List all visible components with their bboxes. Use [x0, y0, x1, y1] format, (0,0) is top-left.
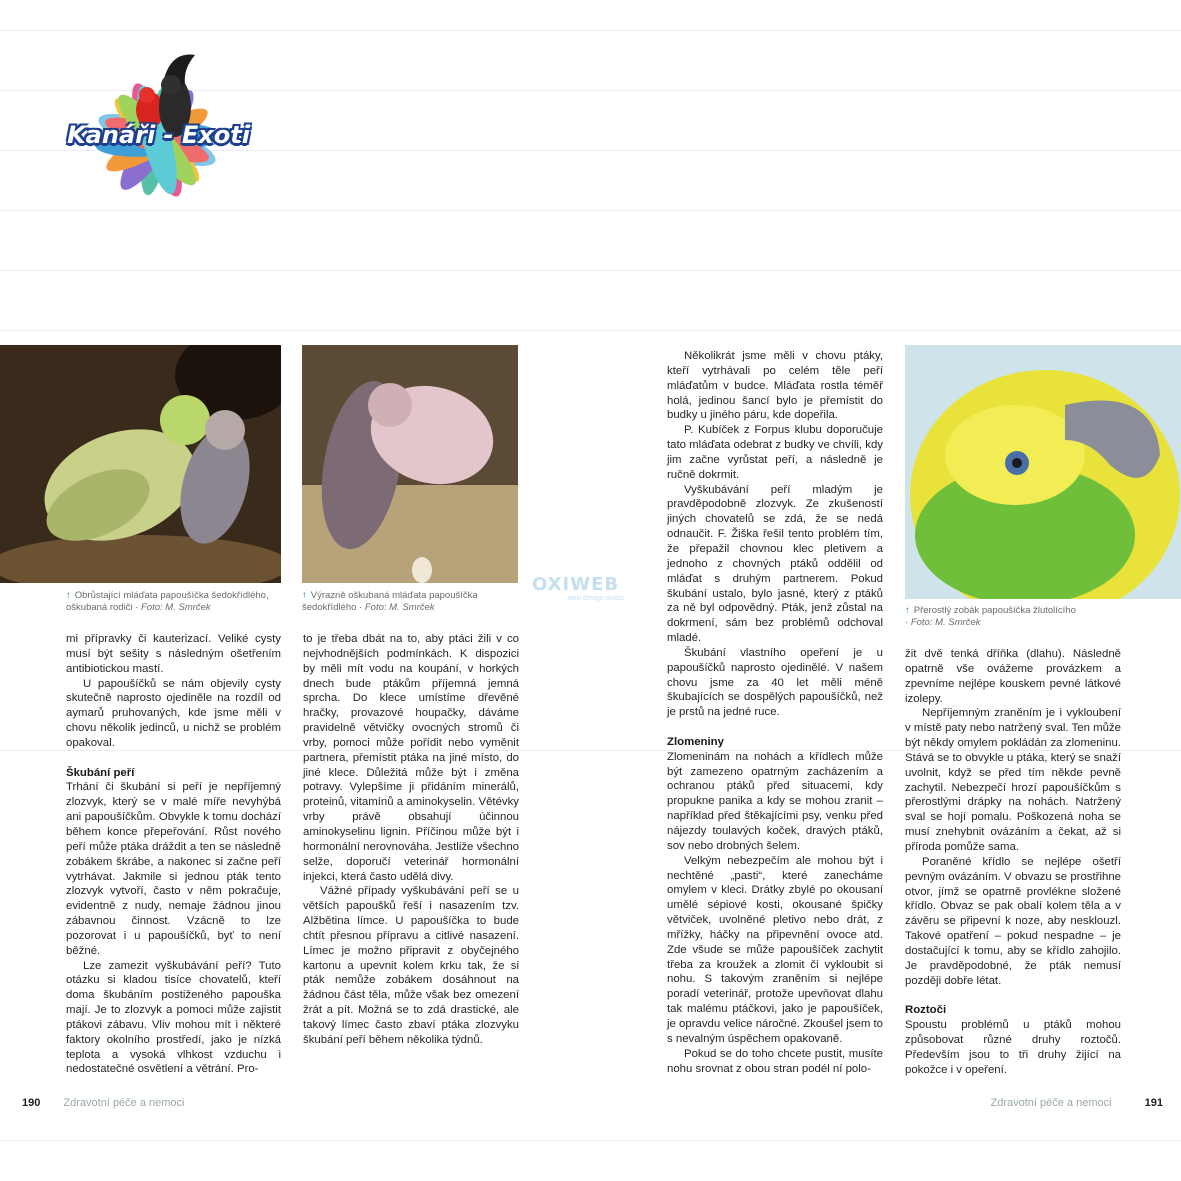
footer-right	[991, 1097, 1164, 1109]
paragraph: Škubání vlastního opeření je u papoušíčků naprosto ojedinělé. V našem chovu jsme za 40 let měli méně škubajících se dospělých papoušíčků, než je prstů na jedné ruce.	[667, 646, 883, 719]
photo-caption-2: ↑ Výrazně oškubaná mláďata papoušíčka šedokřídlého · Foto: M. Smrček	[302, 590, 478, 613]
page-rule	[0, 1140, 1181, 1141]
section-name: Zdravotní péče a nemoci	[63, 1097, 185, 1109]
text-column-4	[905, 647, 1121, 1077]
text-column-2	[303, 632, 519, 1048]
section-name: Zdravotní péče a nemoci	[990, 1097, 1112, 1109]
section-heading: Zlomeniny	[667, 735, 724, 748]
page-number: 190	[22, 1097, 41, 1109]
bird-photo-icon	[905, 345, 1181, 599]
section-heading: Škubání peří	[66, 766, 135, 779]
paragraph: P. Kubíček z Forpus klubu doporučuje tato mláďata odebrat z budky ve chvíli, kdy jim začne vyrůstat peří, a následně je ručně dokrmit.	[667, 424, 883, 481]
paragraph: Trhání či škubání si peří je nepříjemný zlozvyk, který se v malé míře nevyhýbá ani papoušíčkům. Obvykle k tomu dochází během konce přepeřování. Růst nového peří může ptáka dráždit a ten se následně zobákem škrábe, a nakonec si začne peří vytrhávat. Jakmile si jednou pták tento zlozvyk vytvoří, často v něm pokračuje, evidentně z nudy, nemaje žádnou jinou zábavnou činnost. Vzácně to lze pozorovat i u papoušíčků, byť to není běžné.	[66, 781, 281, 957]
section-heading: Roztoči	[905, 1004, 947, 1017]
paragraph: Poraněné křídlo se nejlépe ošetří pevným ovázáním. V obvazu se prostřihne otvor, jímž se opatrně provlékne složené křídlo. Obvaz se pak obalí kolem těla a v závěru se připevní k noze, aby nesklouzl. Takové opatření – pokud nespadne – je dostačující k tomu, aby se křídlo zahojilo. Je pravděpodobné, že pták nemusí později dobře létat.	[905, 855, 1121, 987]
paragraph: žit dvě tenká dříňka (dlahu). Následně opatrně vše ovážeme provázkem a zpevníme nejlépe kouskem pevné látkové izolepy.	[905, 648, 1121, 705]
paragraph: Vyškubávání peří mladým je pravděpodobně zlozvyk. Ze zkušeností jiných chovatelů se zdá, že se nedá odnaučit. F. Žiška řešil tento problém tím, že přepažil chovnou klec pletivem a jednoho z chovných ptáků oddělil od mláďat s druhým partnerem. Pokud škubání ustalo, bylo jasné, který z ptáků za ně byl odpovědný. Pták, jenž zůstal na dokrmení, sám bez problémů odchoval mladé.	[667, 483, 883, 645]
logo-title: Kanáři - Exoti	[67, 121, 250, 149]
paragraph: Několikrát jsme měli v chovu ptáky, kteří vytrhávali po celém těle peří mláďatům v budce. Mláďata rostla téměř holá, jedinou šancí bylo je přemístit do budky u jiného páru, kde dopeřila.	[667, 350, 883, 422]
bird-photo-icon	[0, 345, 281, 583]
paragraph: U papoušíčků se nám objevily cysty skutečně naprosto ojediněle na rozdíl od aymarů pruhovaných, kde jsme měli v chovu několik jedinců, u nichž se problém opakoval.	[66, 677, 281, 749]
page-rule	[0, 330, 1181, 331]
kanari-exoti-logo	[55, 45, 260, 230]
bird-photo-icon	[302, 345, 518, 583]
photo-fledglings-1	[0, 345, 281, 583]
page-rule	[0, 270, 1181, 271]
paragraph: Nepříjemným zraněním je i vykloubení v místě paty nebo natržený sval. Ten může být někdy omylem pokládán za zlomeninu. Stává se to obvykle u ptáka, který se snaží uvolnit, když se před tím někde pevně zachytil. Nebezpečí hrozí papoušíčkům s přerostlými drápky na nohách. Natržený sval se hojí pomalu. Poškozená noha se musí znehybnit ovázáním a čekat, až si příroda pomůže sama.	[905, 707, 1121, 853]
paragraph: mi přípravky či kauterizací. Veliké cysty musí být sešity s následným ošetřením antibiotickou mastí.	[66, 633, 281, 675]
paragraph: Lze zamezit vyškubávání peří? Tuto otázku si kladou tisíce chovatelů, kteří doma škubáním postiženého papouška mají. Je to zlozvyk a pomoci může zajistit ptákovi zábavu. Vliv mohou mít i některé faktory okolního prostředí, jako je nízká teplota a vysoká vlhkost vzduchu i nedostatečné osvětlení a větrání. Pro-	[66, 959, 281, 1076]
caption-arrow-icon: ↑	[905, 605, 910, 616]
photo-caption-3: ↑ Přerostlý zobák papoušíčka žlutolícího · Foto: M. Smrček	[905, 605, 1076, 628]
caption-arrow-icon: ↑	[302, 590, 307, 601]
oxiweb-watermark	[532, 574, 652, 608]
watermark-tagline: web design studio	[568, 595, 625, 602]
paragraph: Velkým nebezpečím ale mohou být i nechtěné „pasti“, které zanecháme omylem v kleci. Drátky zbylé po okousaní umělé sépiové kosti, okousané špičky větviček, uvolněné pletivo nebo drát, z mřížky, háčky na připevnění ovoce atd. Zde všude se může papoušíček zachytit třeba za kroužek a zlomit či vykloubit si nohu. S takovým zraněním si nejlépe poradí veterinář, protože upevňovat dlahu tak malému ptáčkovi, jako je papoušíček, je opravdu velice náročné. Zkoušel jsem to s nevalným úspěchem opakovaně.	[667, 854, 883, 1045]
paragraph: Zlomeninám na nohách a křídlech může být zamezeno opatrným zacházením a ochranou ptáků před situacemi, kdy propukne panika a kdy se mohou zranit – například před štěkajícími psy, venku před nájezdy toulavých koček, dravých ptáků, sov nebo drobných šelem.	[667, 750, 883, 852]
page-rule	[0, 30, 1181, 31]
caption-arrow-icon: ↑	[66, 590, 71, 601]
photo-fledglings-2	[302, 345, 518, 583]
paragraph: Spoustu problémů u ptáků mohou způsobovat různé druhy roztočů. Především jsou to tři druhy žijící na pokožce i v opeření.	[905, 1019, 1121, 1076]
paragraph: Pokud se do toho chcete pustit, musíte nohu srovnat z obou stran podél ní polo-	[667, 1047, 883, 1075]
paragraph: to je třeba dbát na to, aby ptáci žili v co nejvhodnějších podmínkách. K dispozici by měli mít vodu na koupání, v horkých dnech bude ptákům příjemná jemná sprcha. Do klece umístíme dřevěné hračky, provazové houpačky, dáváme pravidelně větvičky ovocných stromů či vrby, pomoci může pořídit nebo vyměnit partnera, přemístit ptáka na jiné místo, do jiné klece. Důležitá může být i změna potravy. Vylepšíme ji přidáním minerálů, proteinů, vitamínů a aminokyselin. Větévky vrby právě obsahují účinnou aminokyselinu lignin. Příčinou může být i hormonální nerovnováha. Jestliže všechno selže, doporučí veterinář hormonální injekci, která často udělá divy.	[303, 633, 519, 883]
text-column-1	[66, 632, 281, 1077]
paragraph: Vážné případy vyškubávání peří se u větších papoušků řeší i nasazením tzv. Alžbětina límce. U papoušíčka to bude chtít přesnou přípravu a citlivé nasazení. Límec je možno připravit z obyčejného kartonu a upevnit kolem krku tak, že si pták nemůže zobákem dosáhnout na žádnou část těla, může však bez omezení žrát a pít. Možná se to zdá drastické, ale takový límec často zbaví ptáka zlozvyku škubání peří během několika týdnů.	[303, 885, 519, 1046]
watermark-text: OXIWEB	[532, 574, 620, 595]
photo-caption-1: ↑ Obrůstající mláďata papoušíčka šedokřídlého, oškubaná rodiči · Foto: M. Smrček	[66, 590, 269, 613]
text-column-3	[667, 349, 883, 1076]
page-number: 191	[1144, 1097, 1163, 1109]
footer-left	[22, 1097, 185, 1109]
photo-parrotlet-beak	[905, 345, 1181, 599]
